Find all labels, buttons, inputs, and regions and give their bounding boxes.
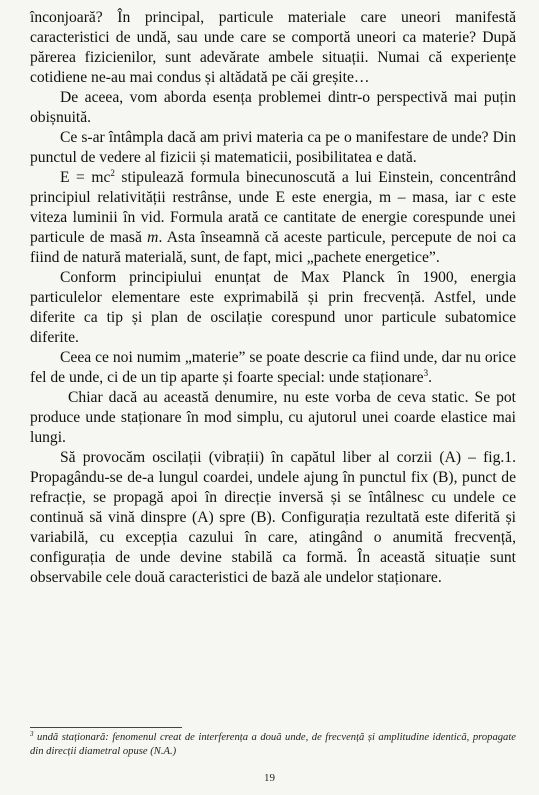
paragraph-6: [30, 348, 516, 388]
page-number: 19: [264, 772, 275, 784]
paragraph-8: Să provocăm oscilații (vibrații) în capătul liber al corzii (A) – fig.1. Propagându-se de-a lungul coardei, undele ajung în punctul fix (B), punct de refracție, se propagă apoi în direcție inversă și se întâlnesc cu undele ce continuă să vină dinspre (A) spre (B). Configurația rezultată este diferită și variabilă, cu excepția cazului în care, atingând o anumită frecvență, configurația de unde devine stabilă ca formă. În această situație sunt observabile cele două caracteristici de bază ale undelor staționare.: [30, 449, 516, 586]
paragraph-3: Ce s-ar întâmpla dacă am privi materia ca pe o manifestare de unde? Din punctul de vedere al fizicii și matematicii, posibilitatea e dată.: [30, 129, 516, 166]
footnote-reference: 3: [423, 368, 429, 378]
mass-variable: m: [147, 229, 159, 246]
footnote-text: undă staționară: fenomenul creat de interferența a două unde, de frecvență și amplitudine identică, propagate din direcții diametral opuse (N.A.): [30, 732, 516, 757]
paragraph-1: înconjoară? În principal, particule materiale care uneori manifestă caracteristici de undă, sau unde care se comportă uneori ca materie? După părerea fizicienilor, sunt adevărate ambele situații. Numai că experiențe cotidiene ne-au mai condus și altădată pe căi greșite…: [30, 9, 516, 86]
paragraph-4-body: stipulează formula binecunoscută a lui Einstein, concentrând principiul relativității restrânse, unde E este energia, m – masa, iar c este viteza luminii în vid. Formula arată ce cantitate de energie corespunde unei particule de masă: [30, 169, 516, 246]
footnote-divider: [30, 727, 182, 728]
formula-text: E = mc: [60, 169, 111, 186]
paragraph-6-end: .: [428, 369, 432, 386]
paragraph-2: De aceea, vom aborda esența problemei dintr-o perspectivă mai puțin obișnuită.: [30, 89, 516, 126]
footnote-marker: 3: [30, 730, 34, 738]
paragraph-5: Conform principiului enunțat de Max Planck în 1900, energia particulelor elementare este exprimabilă și prin frecvență. Astfel, unde diferite ca tip și plan de oscilație corespund unor particule subatomice diferite.: [30, 269, 516, 346]
paragraph-4-end: . Asta înseamnă că aceste particule, percepute de noi ca fiind de natură materială, sunt, de fapt, mici „pachete energetice”.: [30, 229, 516, 266]
paragraph-4: [30, 168, 516, 268]
exponent: 2: [110, 168, 115, 178]
main-text: [30, 8, 516, 588]
footnote: [30, 731, 516, 759]
paragraph-7: Chiar dacă au această denumire, nu este vorba de ceva static. Se pot produce unde staționare în mod simplu, cu ajutorul unei coarde elastice mai lungi.: [30, 389, 516, 446]
paragraph-6-body: Ceea ce noi numim „materie” se poate descrie ca fiind unde, dar nu orice fel de unde, ci de un tip aparte și foarte special: unde staționare: [30, 349, 516, 386]
